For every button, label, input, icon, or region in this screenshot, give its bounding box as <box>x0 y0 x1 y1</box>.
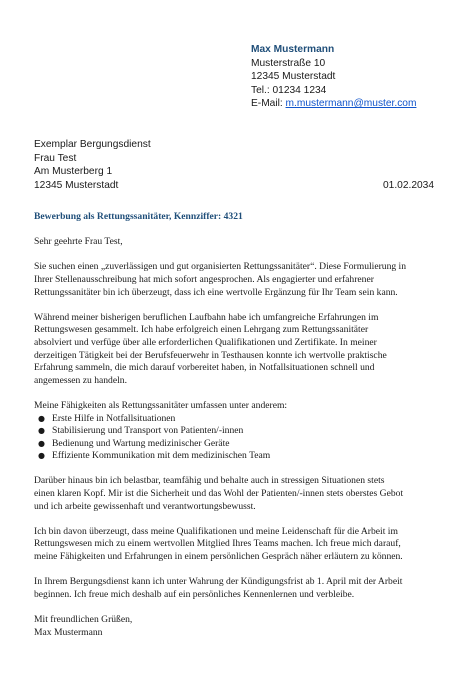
bullet-icon: ● <box>38 451 45 461</box>
list-item <box>34 438 444 451</box>
skill-text: Erste Hilfe in Notfallsituationen <box>52 412 176 424</box>
skills-section <box>34 400 444 463</box>
paragraph-intro <box>34 261 444 299</box>
paragraph-experience <box>34 312 444 388</box>
sender-email-label: E-Mail: <box>251 98 286 109</box>
recipient-city: 12345 Musterstadt <box>34 179 119 191</box>
paragraph-line: Während meiner bisherigen beruflichen Laufbahn habe ich umfangreiche Erfahrungen im <box>34 311 379 323</box>
sender-email-line <box>251 97 416 111</box>
list-item <box>34 425 444 438</box>
list-item <box>34 450 444 463</box>
paragraph-line: beginnen. Ich freue mich deshalb auf ein persönliches Kennenlernen und verbleibe. <box>34 588 355 600</box>
recipient-address-block <box>34 138 434 192</box>
skill-text: Stabilisierung und Transport von Patienten/-innen <box>52 425 244 437</box>
paragraph-line: Darüber hinaus bin ich belastbar, teamfähig und behalte auch in stressigen Situationen stets <box>34 475 385 487</box>
paragraph-line: Ihrer Stellenausschreibung hat mich sofort angesprochen. Als engagierter und erfahrener <box>34 273 374 285</box>
paragraph-line: Ich bin davon überzeugt, dass meine Qualifikationen und meine Leidenschaft für die Arbeit im <box>34 525 398 537</box>
bullet-icon: ● <box>38 426 45 436</box>
paragraph-line: Rettungswesen mich zu einem wertvollen Mitglied Ihres Teams machen. Ich freue mich darauf, <box>34 538 401 550</box>
paragraph-motivation <box>34 526 444 564</box>
skills-intro: Meine Fähigkeiten als Rettungssanitäter umfassen unter anderem: <box>34 399 288 411</box>
paragraph-line: und ich arbeite gewissenhaft und verantwortungsbewusst. <box>34 500 256 512</box>
recipient-company: Exemplar Bergungsdienst <box>34 139 151 150</box>
paragraph-line: In Ihrem Bergungsdienst kann ich unter Wahrung der Kündigungsfrist ab 1. April mit der Arbeit <box>34 576 403 588</box>
sender-street: Musterstraße 10 <box>251 57 326 69</box>
skill-text: Bedienung und Wartung medizinischer Geräte <box>52 437 230 449</box>
signature-name: Max Mustermann <box>34 626 103 638</box>
list-item <box>34 413 444 426</box>
closing-block <box>34 614 444 639</box>
paragraph-availability <box>34 576 444 601</box>
bullet-icon: ● <box>38 413 45 423</box>
skills-list <box>34 413 444 463</box>
paragraph-line: derzeitigen Tätigkeit bei der Berufsfeuerwehr in Testhausen konnte ich wertvolle praktische <box>34 349 387 361</box>
paragraph-personality <box>34 475 444 513</box>
paragraph-line: meine Fähigkeiten und Erfahrungen in einem persönlichen Gespräch näher erläutern zu können. <box>34 551 403 563</box>
bullet-icon: ● <box>38 438 45 448</box>
paragraph-line: Rettungssanitäter bin ich überzeugt, dass ich eine wertvolle Ergänzung für Ihr Team sein kann. <box>34 286 398 298</box>
closing: Mit freundlichen Grüßen, <box>34 614 133 625</box>
letter-body <box>34 211 444 639</box>
sender-city: 12345 Musterstadt <box>251 71 336 82</box>
sender-name: Max Mustermann <box>251 44 335 55</box>
letter-subject: Bewerbung als Rettungssanitäter, Kennziffer: 4321 <box>34 211 243 222</box>
sender-address-block <box>251 43 416 111</box>
skill-text: Effiziente Kommunikation mit dem medizinischen Team <box>52 450 271 462</box>
paragraph-line: absolviert und verfüge über alle erforderlichen Qualifikationen und Zertifikate. In meiner <box>34 336 377 348</box>
sender-email-link[interactable]: m.mustermann@muster.com <box>285 98 417 109</box>
paragraph-line: Erfahrung sammeln, die mich darauf vorbereitet haben, in Notfallsituationen schnell und <box>34 362 375 374</box>
recipient-street: Am Musterberg 1 <box>34 166 113 177</box>
salutation: Sehr geehrte Frau Test, <box>34 236 123 248</box>
sender-phone: Tel.: 01234 1234 <box>251 84 327 96</box>
paragraph-line: angemessen zu handeln. <box>34 374 127 386</box>
paragraph-line: Sie suchen einen „zuverlässigen und gut organisierten Rettungssanitäter“. Diese Formulierung in <box>34 261 407 273</box>
paragraph-line: Rettungswesen gesammelt. Ich habe erfolgreich einen Lehrgang zum Rettungssanitäter <box>34 324 369 336</box>
letter-date: 01.02.2034 <box>383 179 434 191</box>
paragraph-line: einen klaren Kopf. Mir ist die Sicherheit und das Wohl der Patienten/-innen stets oberstes Gebot <box>34 488 404 500</box>
recipient-person: Frau Test <box>34 152 77 164</box>
